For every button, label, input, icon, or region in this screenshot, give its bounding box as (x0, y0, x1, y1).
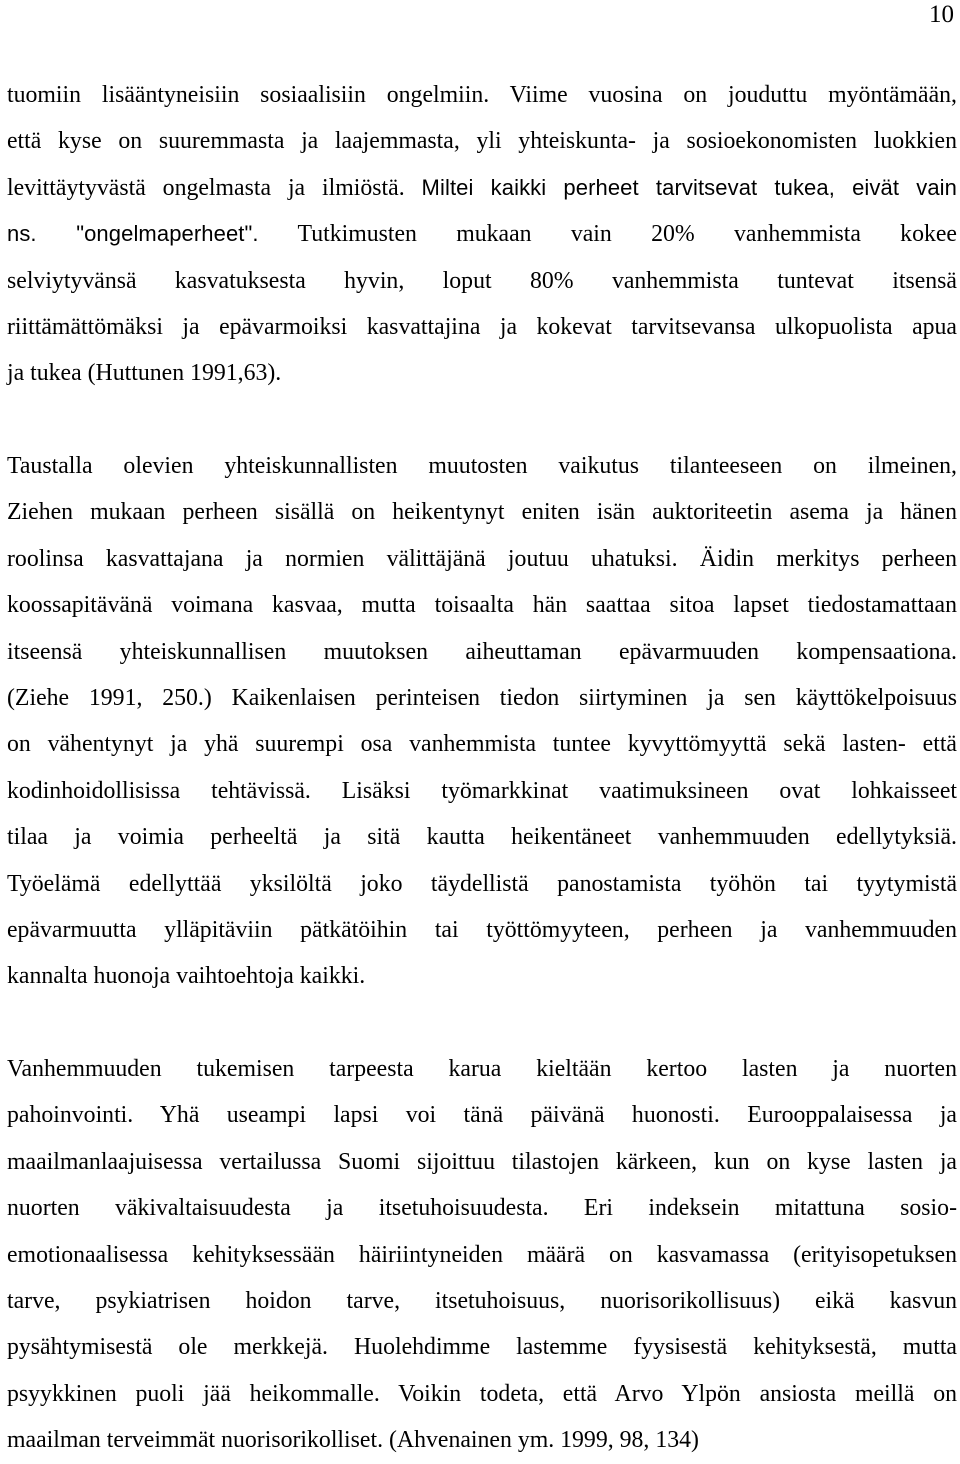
text-segment: tuomiin lisääntyneisiin sosiaalisiin ongelmiin. Viime vuosina on jouduttu myöntämään, (7, 82, 957, 108)
text-line (7, 304, 957, 350)
text-line (7, 1232, 957, 1278)
text-line (7, 211, 957, 257)
text-segment: Tutkimusten mukaan vain 20% vanhemmista kokee (258, 221, 957, 248)
text-segment: levittäytyvästä ongelmasta ja ilmiöstä. (7, 174, 422, 201)
text-line (7, 489, 957, 535)
text-segment: Työelämä edellyttää yksilöltä joko täydellistä panostamista työhön tai tyytymistä (7, 870, 957, 897)
text-segment: pahoinvointi. Yhä useampi lapsi voi tänä päivänä huonosti. Eurooppalaisessa ja (7, 1102, 957, 1129)
text-segment: kodinhoidollisissa tehtävissä. Lisäksi työmarkkinat vaatimuksineen ovat lohkaisseet (7, 777, 957, 804)
text-line (7, 1139, 957, 1185)
text-line (7, 768, 957, 814)
text-line (7, 118, 957, 164)
paragraph (7, 1046, 957, 1464)
text-line (7, 1371, 957, 1417)
text-segment: maailmanlaajuisessa vertailussa Suomi sijoittuu tilastojen kärkeen, kun on kyse lasten ja (7, 1148, 957, 1175)
paragraph (7, 443, 957, 1000)
text-segment: ns. "ongelmaperheet". (7, 221, 259, 247)
text-line (7, 1185, 957, 1231)
text-segment: Miltei kaikki perheet tarvitsevat tukea, eivät vain (421, 174, 957, 200)
paragraph (7, 72, 957, 397)
text-segment: tilaa ja voimia perheeltä ja sitä kautta heikentäneet vanhemmuuden edellytyksiä. (7, 824, 957, 851)
text-segment: Taustalla olevien yhteiskunnallisten muutosten vaikutus tilanteeseen on ilmeinen, (7, 453, 957, 479)
text-line (7, 721, 957, 767)
text-line (7, 443, 957, 489)
text-segment: pysähtymisestä ole merkkejä. Huolehdimme lastemme fyysisestä kehityksestä, mutta (7, 1334, 957, 1361)
text-line (7, 258, 957, 304)
text-line (7, 953, 957, 999)
text-line (7, 675, 957, 721)
text-segment: että kyse on suuremmasta ja laajemmasta, yli yhteiskunta- ja sosioekonomisten luokkien (7, 128, 957, 155)
text-segment: itseensä yhteiskunnallisen muutoksen aiheuttaman epävarmuuden kompensaationa. (7, 638, 957, 665)
text-segment: Vanhemmuuden tukemisen tarpeesta karua kieltään kertoo lasten ja nuorten (7, 1056, 957, 1082)
text-segment: maailman terveimmät nuorisorikolliset. (Ahvenainen ym. 1999, 98, 134) (7, 1427, 699, 1454)
text-segment: kannalta huonoja vaihtoehtoja kaikki. (7, 963, 366, 990)
text-segment: selviytyvänsä kasvatuksesta hyvin, loput 80% vanhemmista tuntevat itsensä (7, 267, 957, 294)
text-segment: riittämättömäksi ja epävarmoiksi kasvattajina ja kokevat tarvitsevansa ulkopuolista apua (7, 313, 957, 340)
text-segment: tarve, psykiatrisen hoidon tarve, itsetuhoisuus, nuorisorikollisuus) eikä kasvun (7, 1287, 957, 1314)
text-line (7, 350, 957, 396)
text-line (7, 1092, 957, 1138)
text-segment: koossapitävänä voimana kasvaa, mutta toisaalta hän saattaa sitoa lapset tiedostamattaan (7, 592, 957, 619)
text-segment: psyykkinen puoli jää heikommalle. Voikin todeta, että Arvo Ylpön ansiosta meillä on (7, 1380, 957, 1407)
text-line (7, 861, 957, 907)
text-line (7, 582, 957, 628)
text-line (7, 1278, 957, 1324)
text-segment: (Ziehe 1991, 250.) Kaikenlaisen perinteisen tiedon siirtyminen ja sen käyttökelpoisuus (7, 684, 957, 711)
text-line (7, 907, 957, 953)
text-line (7, 1324, 957, 1370)
text-line (7, 1417, 957, 1463)
text-segment: epävarmuutta ylläpitäviin pätkätöihin tai työttömyyteen, perheen ja vanhemmuuden (7, 916, 957, 943)
text-line (7, 72, 957, 118)
text-line (7, 814, 957, 860)
text-segment: Ziehen mukaan perheen sisällä on heikentynyt eniten isän auktoriteetin asema ja hänen (7, 499, 957, 526)
text-line (7, 1046, 957, 1092)
page-number: 10 (929, 1, 954, 28)
text-line (7, 536, 957, 582)
text-segment: roolinsa kasvattajana ja normien välittäjänä joutuu uhatuksi. Äidin merkitys perheen (7, 545, 957, 572)
text-segment: nuorten väkivaltaisuudesta ja itsetuhoisuudesta. Eri indeksein mitattuna sosio- (7, 1195, 957, 1222)
text-segment: emotionaalisessa kehityksessään häiriintyneiden määrä on kasvamassa (erityisopetuksen (7, 1241, 957, 1268)
text-line (7, 165, 957, 211)
text-line (7, 629, 957, 675)
text-segment: ja tukea (Huttunen 1991,63). (7, 360, 282, 387)
text-segment: on vähentynyt ja yhä suurempi osa vanhemmista tuntee kyvyttömyyttä sekä lasten- että (7, 731, 957, 758)
